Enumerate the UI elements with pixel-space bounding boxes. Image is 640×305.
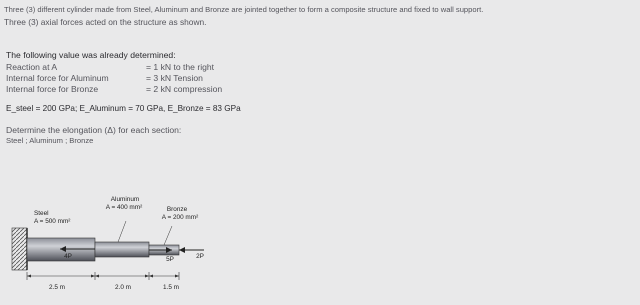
wall-support xyxy=(12,228,27,270)
intro-line-1: Three (3) different cylinder made from Steel, Aluminum and Bronze are jointed together to form a composite structure and fixed to wall support. xyxy=(4,5,484,14)
load-4p-label: 4P xyxy=(64,253,72,260)
reaction-value: = 1 kN to the right xyxy=(146,62,215,72)
aluminum-leader xyxy=(118,221,126,242)
length-steel-label: 2.5 m xyxy=(49,284,65,291)
aluminum-name-label: Aluminum xyxy=(110,196,140,203)
load-5p-label: 5P xyxy=(166,256,174,263)
steel-area-label: A = 500 mm² xyxy=(34,218,71,225)
bronze-area-label: A = 200 mm² xyxy=(161,214,199,221)
bronze-force-value: = 2 kN compression xyxy=(146,84,223,94)
moduli-line: E_steel = 200 GPa; E_Aluminum = 70 GPa, E_Bronze = 83 GPa xyxy=(6,104,241,113)
dimension-line xyxy=(27,272,179,280)
aluminum-force-label: Internal force for Aluminum xyxy=(6,73,109,83)
steel-name-label: Steel xyxy=(34,210,49,217)
reaction-label: Reaction at A xyxy=(6,62,58,72)
sections-line: Steel ; Aluminum ; Bronze xyxy=(6,136,94,145)
length-bronze-label: 1.5 m xyxy=(163,284,179,291)
length-aluminum-label: 2.0 m xyxy=(115,284,131,291)
bronze-name-label: Bronze xyxy=(166,206,188,213)
intro-line-2: Three (3) axial forces acted on the structure as shown. xyxy=(4,17,207,27)
bronze-force-label: Internal force for Bronze xyxy=(6,84,99,94)
aluminum-area-label: A = 400 mm² xyxy=(105,204,143,211)
aluminum-rod xyxy=(95,242,149,257)
question-line: Determine the elongation (Δ) for each section: xyxy=(6,125,182,135)
aluminum-force-value: = 3 kN Tension xyxy=(146,73,203,83)
load-2p-label: 2P xyxy=(196,253,204,260)
bronze-leader xyxy=(164,226,172,245)
given-heading: The following value was already determined: xyxy=(6,50,176,60)
